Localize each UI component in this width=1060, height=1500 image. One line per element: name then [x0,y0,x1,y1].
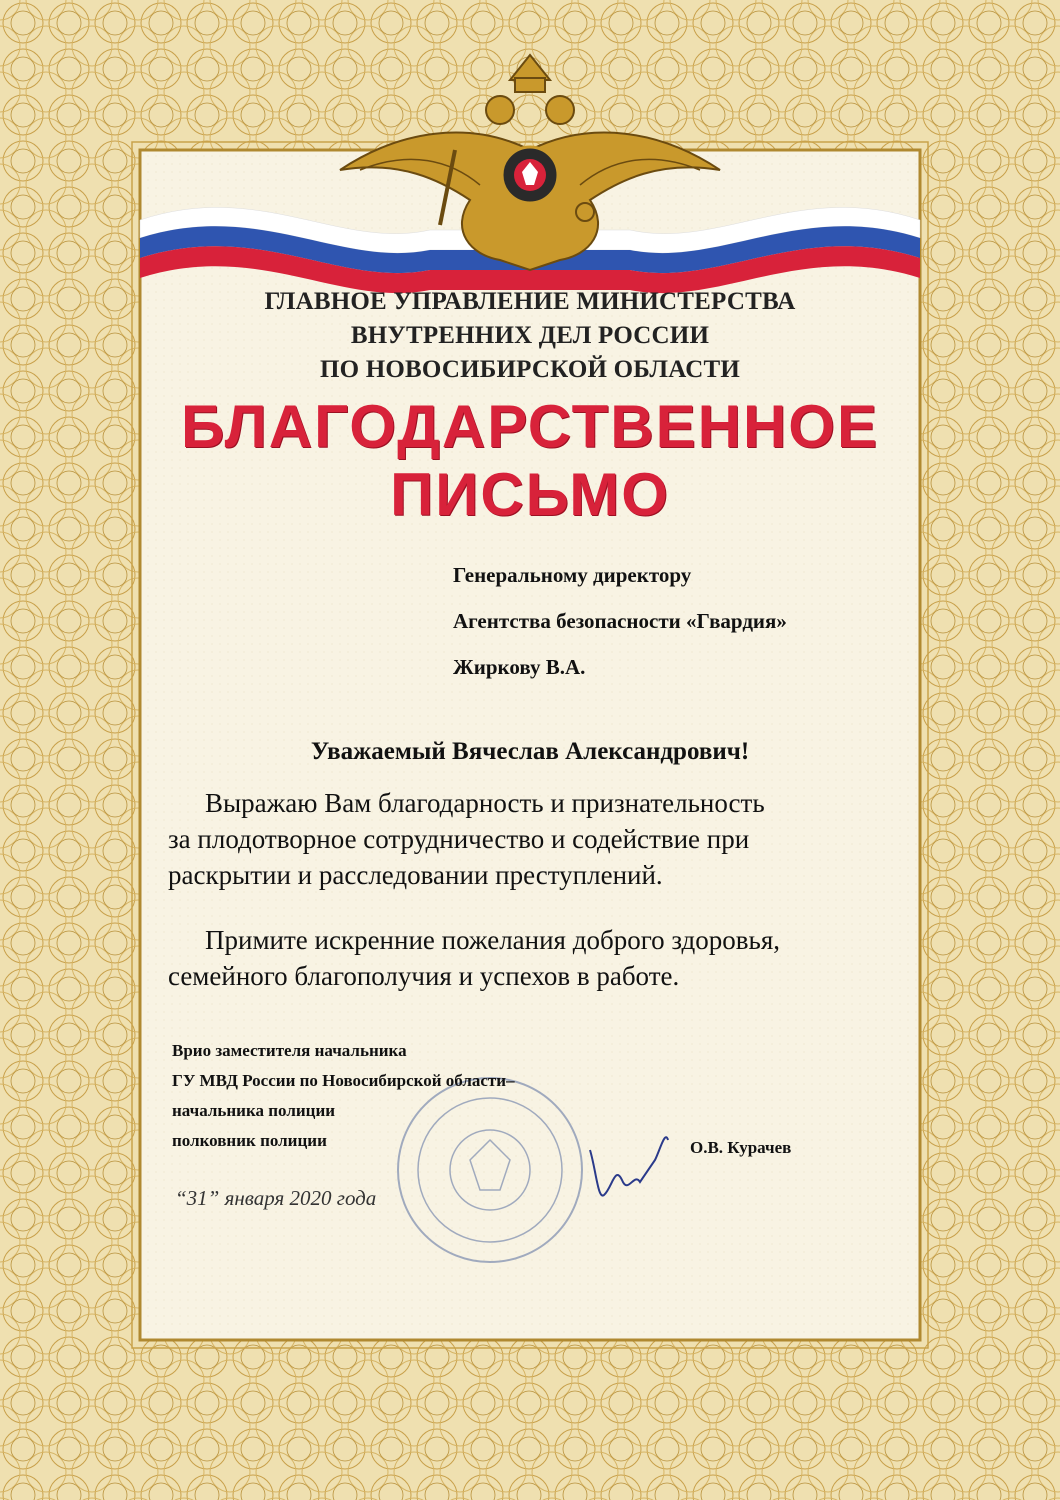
addressee-line-2: Агентства безопасности «Гвардия» [453,609,787,633]
addressee-line-3: Жиркову В.А. [453,655,586,679]
signatory-line-4: полковник полиции [172,1131,327,1150]
paragraph2-line-1: Примите искренние пожелания доброго здоровья, [205,925,780,955]
paragraph1-line-3: раскрытии и расследовании преступлений. [168,860,663,890]
org-line-3: ПО НОВОСИБИРСКОЙ ОБЛАСТИ [320,356,740,383]
greeting: Уважаемый Вячеслав Александрович! [310,738,750,765]
paragraph1-line-1: Выражаю Вам благодарность и признательность [205,788,765,818]
org-line-2: ВНУТРЕННИХ ДЕЛ РОССИИ [350,322,710,349]
org-line-1: ГЛАВНОЕ УПРАВЛЕНИЕ МИНИСТЕРСТВА [264,288,796,315]
title-line-2: ПИСЬМО [390,461,670,528]
paragraph2-line-2: семейного благополучия и успехов в работе. [168,961,680,991]
title-line-1: БЛАГОДАРСТВЕННОЕ [181,393,879,460]
signatory-line-1: Врио заместителя начальника [172,1041,407,1060]
addressee-line-1: Генеральному директору [453,563,692,587]
paragraph1-line-2: за плодотворное сотрудничество и содействие при [168,824,750,854]
signatory-line-3: начальника полиции [172,1101,336,1120]
signatory-line-2: ГУ МВД России по Новосибирской области– [172,1071,515,1090]
signatory-name: О.В. Курачев [690,1138,792,1157]
signature-date: “31” января 2020 года [175,1186,377,1210]
